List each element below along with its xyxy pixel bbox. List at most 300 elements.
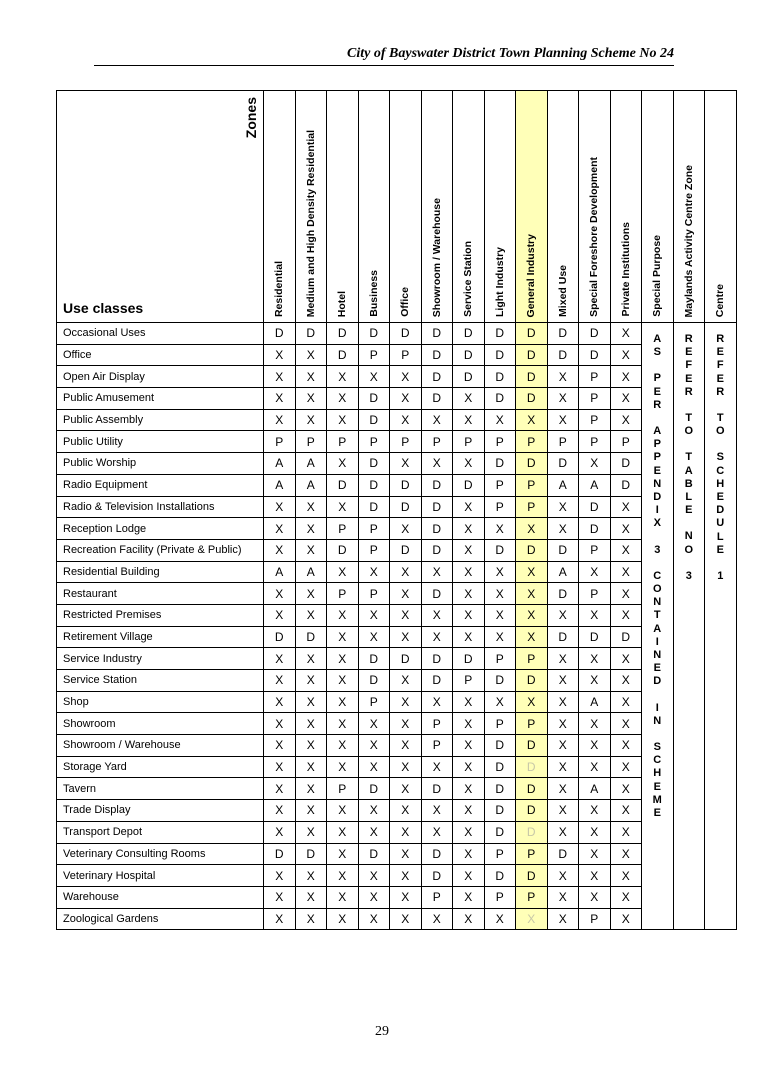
table-row [57, 691, 737, 713]
permission-cell: D [516, 821, 548, 843]
permission-cell: D [516, 778, 548, 800]
use-class-rows [57, 323, 737, 930]
permission-cell: P [579, 409, 611, 431]
permission-cell: P [516, 474, 548, 496]
permission-cell: X [390, 626, 422, 648]
permission-cell: X [547, 800, 579, 822]
permission-cell: P [484, 431, 516, 453]
permission-cell: X [610, 388, 642, 410]
permission-cell: X [547, 713, 579, 735]
permission-cell: X [295, 800, 327, 822]
permission-cell: X [579, 735, 611, 757]
permission-cell: P [610, 431, 642, 453]
permission-cell: X [579, 561, 611, 583]
zone-header-label: Special Foreshore Development [588, 157, 601, 317]
permission-cell: X [358, 908, 390, 930]
permission-cell: A [295, 474, 327, 496]
table-row [57, 453, 737, 475]
table-row [57, 670, 737, 692]
permission-cell: P [547, 431, 579, 453]
permission-cell: D [421, 518, 453, 540]
permission-cell: D [484, 735, 516, 757]
permission-cell: X [264, 713, 296, 735]
use-class-name: Public Worship [57, 453, 264, 475]
permission-cell: X [327, 648, 359, 670]
permission-cell: P [358, 691, 390, 713]
permission-cell: D [547, 626, 579, 648]
table-row [57, 431, 737, 453]
permission-cell: D [358, 474, 390, 496]
permission-cell: X [390, 388, 422, 410]
table-row [57, 843, 737, 865]
zone-header-label: General Industry [525, 233, 538, 317]
zone-header-label: Service Station [462, 241, 475, 317]
permission-cell: X [390, 583, 422, 605]
use-class-table [56, 90, 737, 930]
permission-cell: D [421, 539, 453, 561]
permission-cell: X [547, 821, 579, 843]
permission-cell: X [453, 800, 485, 822]
zone-header [705, 91, 737, 323]
table-row [57, 908, 737, 930]
permission-cell: X [453, 713, 485, 735]
table-row [57, 604, 737, 626]
permission-cell: X [264, 886, 296, 908]
permission-cell: X [610, 344, 642, 366]
zone-header [579, 91, 611, 323]
permission-cell: X [295, 409, 327, 431]
zone-header-label: Business [367, 270, 380, 317]
permission-cell: X [453, 496, 485, 518]
permission-cell: P [327, 778, 359, 800]
permission-cell: P [358, 431, 390, 453]
permission-cell: D [264, 626, 296, 648]
permission-cell: X [610, 908, 642, 930]
permission-cell: P [516, 886, 548, 908]
permission-cell: X [547, 908, 579, 930]
permission-cell: D [421, 843, 453, 865]
permission-cell: D [421, 778, 453, 800]
permission-cell: X [264, 366, 296, 388]
permission-cell: X [358, 865, 390, 887]
permission-cell: X [264, 409, 296, 431]
permission-cell: X [264, 691, 296, 713]
zone-header-label: Residential [273, 260, 286, 317]
permission-cell: X [610, 886, 642, 908]
permission-cell: P [358, 539, 390, 561]
permission-cell: X [453, 756, 485, 778]
permission-cell: X [547, 886, 579, 908]
permission-cell: X [264, 583, 296, 605]
permission-cell: D [390, 539, 422, 561]
permission-cell: P [421, 713, 453, 735]
use-class-name: Residential Building [57, 561, 264, 583]
permission-cell: D [516, 800, 548, 822]
permission-cell: D [516, 865, 548, 887]
permission-cell: X [610, 539, 642, 561]
permission-cell: D [358, 843, 390, 865]
permission-cell: X [327, 821, 359, 843]
use-class-name: Transport Depot [57, 821, 264, 843]
permission-cell: P [516, 431, 548, 453]
permission-cell: X [421, 821, 453, 843]
permission-cell: X [516, 583, 548, 605]
permission-cell: X [295, 583, 327, 605]
permission-cell: X [295, 366, 327, 388]
permission-cell: P [327, 431, 359, 453]
use-class-name: Radio & Television Installations [57, 496, 264, 518]
table-row [57, 648, 737, 670]
table-row [57, 388, 737, 410]
permission-cell: P [484, 886, 516, 908]
zone-header [358, 91, 390, 323]
permission-cell: X [264, 648, 296, 670]
permission-cell: X [547, 670, 579, 692]
use-class-name: Service Industry [57, 648, 264, 670]
permission-cell: P [484, 713, 516, 735]
zone-header [453, 91, 485, 323]
table-row [57, 344, 737, 366]
zone-header [642, 91, 674, 323]
permission-cell: D [516, 453, 548, 475]
permission-cell: P [516, 648, 548, 670]
permission-cell: X [327, 756, 359, 778]
permission-cell: X [547, 409, 579, 431]
permission-cell: D [579, 626, 611, 648]
permission-cell: X [421, 453, 453, 475]
permission-cell: D [484, 323, 516, 345]
permission-cell: X [327, 366, 359, 388]
permission-cell: D [516, 388, 548, 410]
permission-cell: D [327, 344, 359, 366]
use-class-name: Reception Lodge [57, 518, 264, 540]
permission-cell: A [295, 453, 327, 475]
permission-cell: X [421, 561, 453, 583]
use-class-name: Showroom / Warehouse [57, 735, 264, 757]
permission-cell: P [484, 474, 516, 496]
zone-header [390, 91, 422, 323]
permission-cell: P [579, 431, 611, 453]
permission-cell: X [327, 908, 359, 930]
table-row [57, 821, 737, 843]
permission-cell: X [264, 388, 296, 410]
permission-cell: X [358, 561, 390, 583]
permission-cell: D [358, 323, 390, 345]
permission-cell: D [421, 474, 453, 496]
permission-cell: X [295, 648, 327, 670]
permission-cell: P [358, 583, 390, 605]
permission-cell: A [264, 453, 296, 475]
permission-cell: X [610, 821, 642, 843]
use-class-name: Veterinary Consulting Rooms [57, 843, 264, 865]
permission-cell: D [421, 583, 453, 605]
zone-header [421, 91, 453, 323]
table-row [57, 518, 737, 540]
permission-cell: X [390, 366, 422, 388]
permission-cell: X [390, 778, 422, 800]
permission-cell: D [358, 648, 390, 670]
permission-cell: P [421, 431, 453, 453]
use-class-name: Warehouse [57, 886, 264, 908]
permission-cell: P [453, 670, 485, 692]
permission-cell: D [358, 496, 390, 518]
permission-cell: D [453, 366, 485, 388]
permission-cell: D [390, 648, 422, 670]
permission-cell: X [610, 409, 642, 431]
permission-cell: X [547, 756, 579, 778]
permission-cell: X [610, 604, 642, 626]
permission-cell: D [516, 323, 548, 345]
permission-cell: X [295, 713, 327, 735]
permission-cell: P [484, 496, 516, 518]
permission-cell: D [579, 518, 611, 540]
permission-cell: D [579, 496, 611, 518]
zones-label: Zones [243, 97, 259, 139]
permission-cell: X [579, 453, 611, 475]
permission-cell: X [327, 843, 359, 865]
use-class-name: Public Utility [57, 431, 264, 453]
permission-cell: X [547, 778, 579, 800]
permission-cell: X [516, 518, 548, 540]
permission-cell: X [358, 713, 390, 735]
permission-cell: D [484, 778, 516, 800]
permission-cell: A [579, 474, 611, 496]
table-row [57, 713, 737, 735]
permission-cell: D [295, 626, 327, 648]
permission-cell: D [579, 323, 611, 345]
permission-cell: D [421, 496, 453, 518]
permission-cell: X [516, 908, 548, 930]
permission-cell: P [358, 518, 390, 540]
permission-cell: P [516, 843, 548, 865]
zone-header-label: Medium and High Density Residential [304, 129, 317, 317]
permission-cell: X [295, 908, 327, 930]
permission-cell: X [453, 821, 485, 843]
permission-cell: D [547, 344, 579, 366]
permission-cell: A [547, 561, 579, 583]
permission-cell: X [610, 756, 642, 778]
permission-cell: D [327, 539, 359, 561]
permission-cell: X [390, 843, 422, 865]
permission-cell: X [516, 604, 548, 626]
permission-cell: X [453, 908, 485, 930]
zone-header [673, 91, 705, 323]
permission-cell: P [264, 431, 296, 453]
permission-cell: D [610, 474, 642, 496]
permission-cell: X [390, 453, 422, 475]
permission-cell: X [421, 409, 453, 431]
permission-cell: D [547, 843, 579, 865]
permission-cell: X [484, 908, 516, 930]
permission-cell: X [295, 604, 327, 626]
zone-header-label: Private Institutions [619, 222, 632, 317]
permission-cell: X [484, 626, 516, 648]
permission-cell: D [453, 474, 485, 496]
permission-cell: A [264, 561, 296, 583]
permission-cell: P [484, 648, 516, 670]
table-row [57, 323, 737, 345]
permission-cell: X [421, 604, 453, 626]
permission-cell: X [547, 735, 579, 757]
permission-cell: D [484, 388, 516, 410]
permission-cell: P [579, 908, 611, 930]
permission-cell: X [610, 518, 642, 540]
use-class-name: Radio Equipment [57, 474, 264, 496]
permission-cell: P [327, 518, 359, 540]
permission-cell: X [610, 583, 642, 605]
permission-cell: P [579, 388, 611, 410]
permission-cell: X [390, 800, 422, 822]
table-row [57, 865, 737, 887]
permission-cell: D [358, 670, 390, 692]
permission-cell: X [295, 518, 327, 540]
permission-cell: X [390, 691, 422, 713]
permission-cell: A [547, 474, 579, 496]
permission-cell: X [295, 388, 327, 410]
permission-cell: D [421, 670, 453, 692]
permission-cell: X [453, 518, 485, 540]
permission-cell: D [421, 366, 453, 388]
permission-cell: X [516, 561, 548, 583]
permission-cell: X [390, 713, 422, 735]
permission-cell: X [390, 604, 422, 626]
zone-header-label: Light Industry [493, 247, 506, 317]
table-row [57, 583, 737, 605]
permission-cell: D [421, 648, 453, 670]
zone-header-label: Office [399, 287, 412, 317]
permission-cell: X [453, 453, 485, 475]
permission-cell: X [484, 691, 516, 713]
permission-cell: X [264, 908, 296, 930]
permission-cell: X [579, 670, 611, 692]
permission-cell: X [295, 735, 327, 757]
zone-header [264, 91, 296, 323]
permission-cell: X [264, 778, 296, 800]
permission-cell: X [390, 561, 422, 583]
permission-cell: X [327, 388, 359, 410]
permission-cell: X [358, 604, 390, 626]
permission-cell: X [547, 865, 579, 887]
use-class-name: Public Assembly [57, 409, 264, 431]
permission-cell: X [358, 735, 390, 757]
permission-cell: X [264, 756, 296, 778]
permission-cell: A [579, 691, 611, 713]
permission-cell: X [610, 670, 642, 692]
permission-cell: D [264, 843, 296, 865]
permission-cell: X [358, 756, 390, 778]
permission-cell: X [610, 496, 642, 518]
permission-cell: D [390, 474, 422, 496]
table-row [57, 561, 737, 583]
permission-cell: X [295, 344, 327, 366]
use-class-name: Storage Yard [57, 756, 264, 778]
permission-cell: X [327, 800, 359, 822]
table-row [57, 474, 737, 496]
table-row [57, 626, 737, 648]
zone-header-label: Special Purpose [651, 235, 664, 317]
permission-cell: D [327, 323, 359, 345]
header-rule [94, 65, 674, 66]
permission-cell: D [484, 344, 516, 366]
permission-cell: X [484, 583, 516, 605]
permission-cell: D [516, 366, 548, 388]
permission-cell: D [547, 323, 579, 345]
permission-cell: X [264, 604, 296, 626]
permission-cell: D [295, 323, 327, 345]
permission-cell: D [390, 323, 422, 345]
permission-cell: D [484, 756, 516, 778]
zone-header-label: Hotel [336, 290, 349, 317]
permission-cell: X [421, 756, 453, 778]
permission-cell: X [327, 453, 359, 475]
permission-cell: X [610, 691, 642, 713]
use-class-name: Public Amusement [57, 388, 264, 410]
permission-cell: D [421, 323, 453, 345]
permission-cell: D [358, 453, 390, 475]
table-row [57, 800, 737, 822]
permission-cell: X [547, 648, 579, 670]
use-class-name: Trade Display [57, 800, 264, 822]
permission-cell: X [358, 821, 390, 843]
use-class-name: Showroom [57, 713, 264, 735]
use-classes-label: Use classes [63, 300, 144, 316]
zone-header-label: Mixed Use [556, 265, 569, 317]
permission-cell: D [484, 865, 516, 887]
table-row [57, 409, 737, 431]
page-number: 29 [375, 1024, 389, 1039]
permission-cell: X [327, 561, 359, 583]
permission-cell: D [516, 539, 548, 561]
permission-cell: X [610, 561, 642, 583]
permission-cell: D [327, 474, 359, 496]
permission-cell: X [390, 865, 422, 887]
permission-cell: X [295, 865, 327, 887]
zone-header [484, 91, 516, 323]
permission-cell: X [327, 735, 359, 757]
permission-cell: X [484, 561, 516, 583]
permission-cell: D [547, 453, 579, 475]
table-row [57, 756, 737, 778]
zone-header [295, 91, 327, 323]
permission-cell: X [390, 735, 422, 757]
permission-cell: X [453, 409, 485, 431]
table-row [57, 366, 737, 388]
permission-cell: P [453, 431, 485, 453]
zones-header-row [57, 91, 737, 323]
permission-cell: X [327, 409, 359, 431]
zone-header [327, 91, 359, 323]
permission-cell: X [547, 388, 579, 410]
use-class-name: Tavern [57, 778, 264, 800]
permission-cell: X [610, 713, 642, 735]
use-class-name: Veterinary Hospital [57, 865, 264, 887]
permission-cell: X [579, 821, 611, 843]
permission-cell: A [295, 561, 327, 583]
permission-cell: X [453, 539, 485, 561]
permission-cell: X [484, 604, 516, 626]
permission-cell: P [421, 886, 453, 908]
use-class-name: Open Air Display [57, 366, 264, 388]
permission-cell: P [390, 344, 422, 366]
permission-cell: X [295, 539, 327, 561]
permission-cell: X [579, 800, 611, 822]
zone-header [610, 91, 642, 323]
permission-cell: X [358, 886, 390, 908]
permission-cell: X [453, 843, 485, 865]
permission-cell: X [295, 670, 327, 692]
permission-cell: X [327, 626, 359, 648]
permission-cell: D [484, 821, 516, 843]
